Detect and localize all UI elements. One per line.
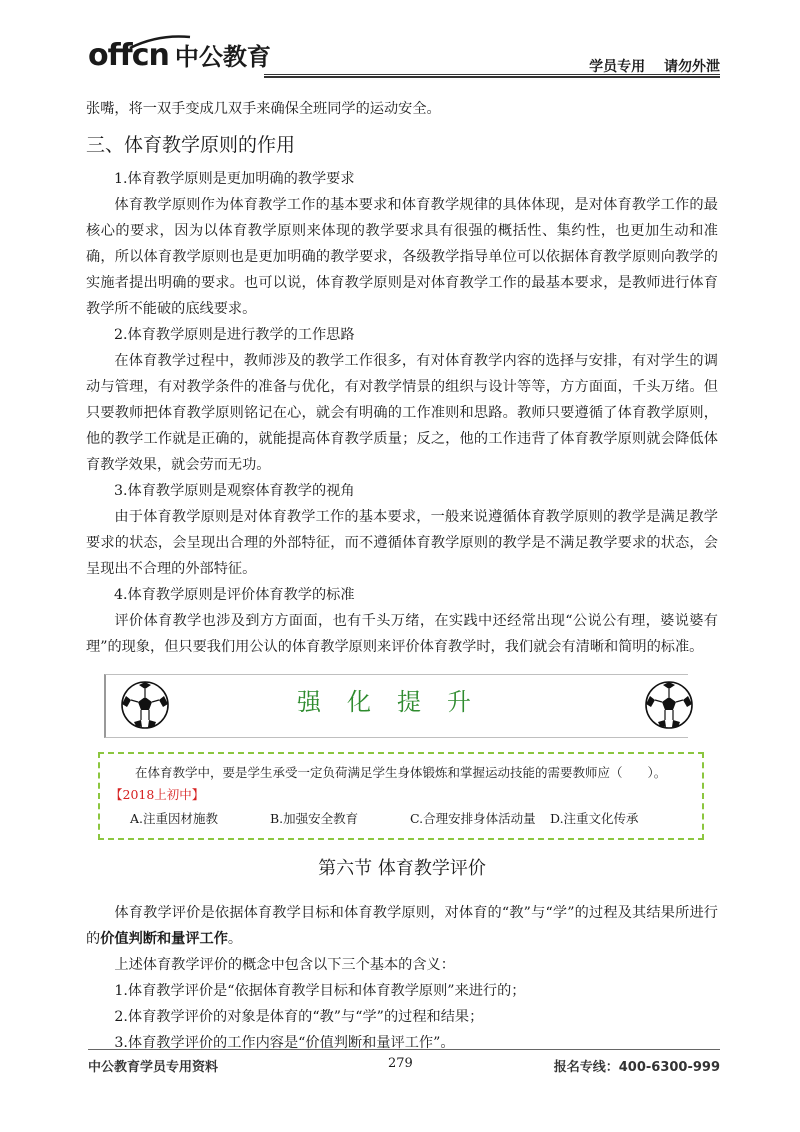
footer-material-label: 中公教育学员专用资料 — [88, 1060, 219, 1075]
question-stem: 在体育教学中，要是学生承受一定负荷满足学生身体锻炼和掌握运动技能的需要教师应（ ）。 — [135, 765, 667, 780]
item-text: 由于体育教学原则是对体育教学工作的基本要求，一般来说遵循体育教学原则的教学是满足教学要求的状态，会呈现出合理的外部特征，而不遵循体育教学原则的教学是不满足教学要求的状态，会呈现出不合理的外部特征。 — [86, 509, 718, 577]
item-heading: 1.体育教学原则是更加明确的教学要求 — [114, 171, 355, 187]
answer-options — [110, 808, 690, 830]
section-title: 三、体育教学原则的作用 — [86, 134, 296, 156]
definition-text: 体育教学评价是依据体育教学目标和体育教学原则，对体育的“教”与“学”的过程及其结果所进行的 — [86, 905, 718, 947]
item-text: 评价体育教学也涉及到方方面面，也有千头万绪，在实践中还经常出现“公说公有理，婆说婆有理”的现象，但只要我们用公认的体育教学原则来评价体育教学时，我们就会有清晰和简明的标准。 — [86, 613, 718, 655]
page-number: 279 — [388, 1056, 413, 1071]
header-tag-student-only: 学员专用 — [589, 59, 646, 75]
item-heading: 3.体育教学原则是观察体育教学的视角 — [114, 483, 355, 499]
option-b: B.加强安全教育 — [270, 811, 359, 826]
banner-title: 强化提升 — [297, 688, 497, 716]
meaning-item: 1.体育教学评价是“依据体育教学目标和体育教学原则”来进行的； — [114, 983, 526, 999]
option-d: D.注重文化传承 — [550, 811, 639, 826]
item-text: 在体育教学过程中，教师涉及的教学工作很多，有对体育教学内容的选择与安排，有对学生的调动与管理，有对教学条件的准备与优化，有对教学情景的组织与设计等等，方方面面，千头万绪。但只要教师把体育教学原则铭记在心，就会有明确的工作准则和思路。教师只要遵循了体育教学原则，他的教学工作就是正确的，就能提高体育教学质量；反之，他的工作违背了体育教学原则就会降低体育教学效果，就会劳而无功。 — [86, 353, 718, 473]
page-footer — [88, 1049, 720, 1080]
logo-cn-text: 中公教育 — [174, 43, 271, 71]
practice-question-box — [98, 752, 704, 840]
item-heading: 2.体育教学原则是进行教学的工作思路 — [114, 327, 355, 343]
question-text — [110, 762, 690, 806]
header-tags — [589, 56, 720, 76]
definition-end: 。 — [227, 931, 243, 947]
item-text: 体育教学原则作为体育教学工作的基本要求和体育教学规律的具体体现，是对体育教学工作的最核心的要求，因为以体育教学原则来体现的教学要求具有很强的概括性、集约性，也更加生动和准确，所以体育教学原则也是更加明确的教学要求，各级教学指导单位可以依据体育教学原则向教学的实施者提出明确的要求。也可以说，体育教学原则是对体育教学工作的最基本要求，是教师进行体育教学所不能破的底线要求。 — [86, 197, 718, 317]
soccer-ball-icon — [644, 680, 694, 730]
logo-latin-text: offcn — [88, 38, 169, 73]
option-c: C.合理安排身体活动量 — [410, 811, 536, 826]
page-header — [88, 40, 720, 82]
definition-key-term: 价值判断和量评工作 — [100, 931, 228, 947]
definition-paragraph — [86, 900, 718, 952]
continued-line: 张嘴，将一双手变成几双手来确保全班同学的运动安全。 — [86, 101, 441, 117]
header-tag-no-leak: 请勿外泄 — [664, 59, 720, 75]
chapter-section-title: 第六节 体育教学评价 — [318, 858, 486, 879]
meaning-item: 2.体育教学评价的对象是体育的“教”与“学”的过程和结果； — [114, 1009, 484, 1025]
meaning-intro: 上述体育教学评价的概念中包含以下三个基本的含义： — [114, 957, 455, 973]
page-content — [86, 96, 718, 1056]
meaning-item: 3.体育教学评价的工作内容是“价值判断和量评工作”。 — [114, 1035, 455, 1051]
reinforce-banner — [104, 674, 688, 738]
logo-swoosh-icon — [128, 34, 192, 50]
footer-hotline: 报名专线：400-6300-999 — [553, 1060, 720, 1075]
item-heading: 4.体育教学原则是评价体育教学的标准 — [114, 587, 355, 603]
exam-source-tag: 【2018上初中】 — [110, 787, 205, 802]
option-a: A.注重因材施教 — [130, 811, 219, 826]
